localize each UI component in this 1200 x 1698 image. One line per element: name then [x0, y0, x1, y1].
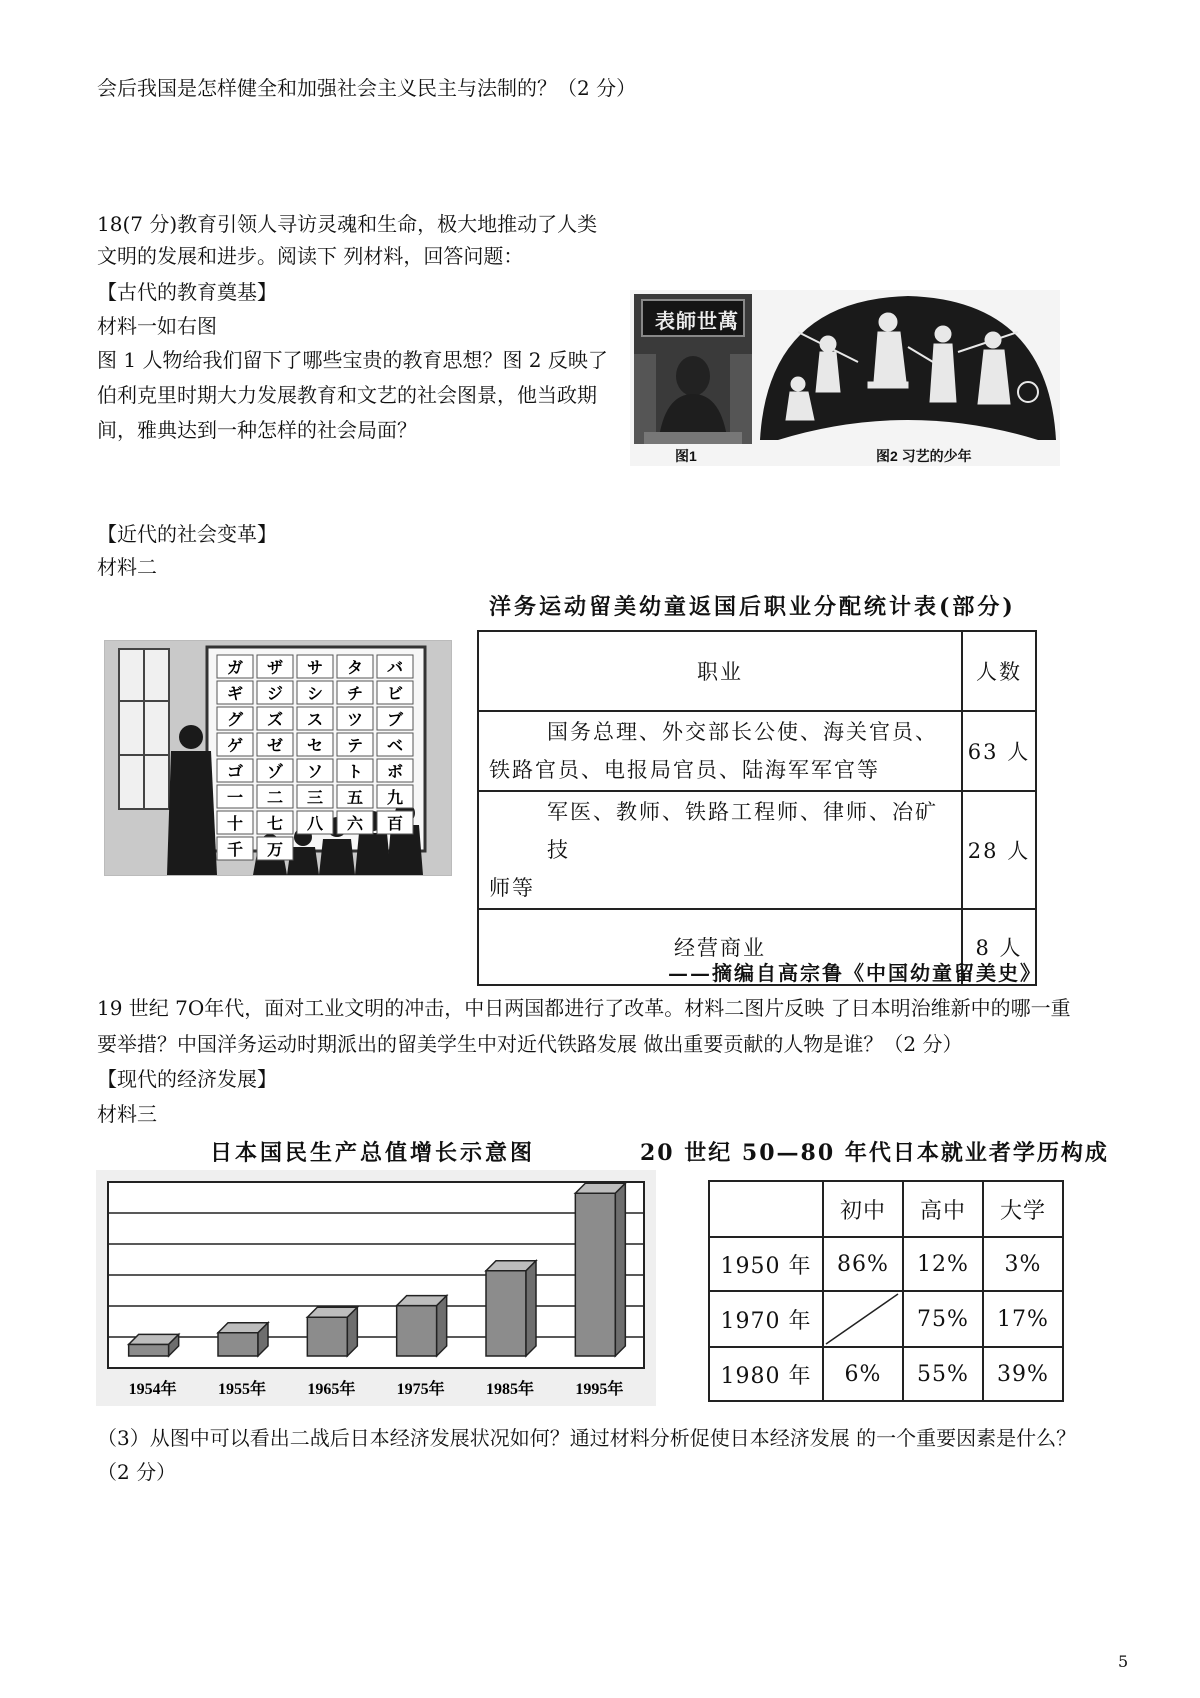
row3-line1: 经营商业 [478, 909, 962, 985]
section-ancient: 【古代的教育奠基】 [97, 280, 277, 304]
kana-char: 二 [266, 788, 284, 807]
table-row [478, 791, 1036, 909]
kana-char: 万 [266, 840, 284, 859]
x-tick-label: 1995年 [575, 1381, 624, 1398]
occupation-table-title: 洋务运动留美幼童返国后职业分配统计表(部分) [489, 594, 1016, 620]
bar [575, 1193, 615, 1356]
edu-year-1950: 1950 年 [709, 1237, 823, 1291]
edu-header-college: 大学 [983, 1181, 1063, 1237]
material-two: 材料二 [97, 555, 157, 579]
kana-char: ザ [266, 658, 284, 677]
education-table-wrapper [708, 1180, 1064, 1402]
kana-char: 十 [226, 814, 244, 833]
kana-char: 六 [346, 814, 364, 833]
edu-college-1980: 39% [983, 1347, 1063, 1401]
table-row [709, 1291, 1063, 1347]
edu-header-blank [709, 1181, 823, 1237]
edu-header-senior: 高中 [903, 1181, 983, 1237]
kana-char: ブ [386, 710, 404, 729]
occupation-table-wrapper [477, 630, 1037, 986]
kana-char: ギ [226, 684, 244, 703]
edu-college-1950: 3% [983, 1237, 1063, 1291]
q1-line2: 伯利克里时期大力发展教育和文艺的社会图景，他当政期 [97, 383, 597, 407]
figure-2-caption: 图2 习艺的少年 [876, 448, 972, 464]
kana-char: ガ [226, 658, 244, 677]
kana-char: ト [346, 762, 364, 781]
bar-side [437, 1296, 447, 1356]
table-row [709, 1237, 1063, 1291]
row1-count: 63 人 [962, 711, 1036, 791]
kana-char: テ [346, 736, 364, 755]
kana-char: ビ [386, 684, 404, 703]
bar [218, 1333, 258, 1356]
row3-count: 8 人 [962, 909, 1036, 985]
gnp-chart-title: 日本国民生产总值增长示意图 [210, 1140, 536, 1166]
x-tick-label: 1965年 [307, 1381, 356, 1398]
bar [397, 1306, 437, 1356]
kana-char: 七 [266, 814, 284, 833]
kana-char: 八 [306, 814, 324, 833]
kana-char: 一 [226, 788, 244, 807]
row1-line1: 国务总理、外交部长公使、海关官员、 [547, 720, 938, 744]
q2-line1: 19 世纪 7O年代，面对工业文明的冲击，中日两国都进行了改革。材料二图片反映 了日本明治维新中的哪一重 [97, 996, 1071, 1020]
kana-char: ス [306, 710, 324, 729]
kana-char: ソ [306, 762, 324, 781]
kana-char: ベ [386, 736, 404, 755]
table-row [709, 1347, 1063, 1401]
kana-char: ゾ [266, 762, 284, 781]
section-economy: 【现代的经济发展】 [97, 1067, 277, 1091]
material-one: 材料一如右图 [97, 314, 217, 338]
bar [486, 1271, 526, 1356]
occupation-table-source: ——摘编自高宗鲁《中国幼童留美史》 [668, 961, 1042, 985]
edu-junior-1980: 6% [823, 1347, 903, 1401]
plaque-text: 表師世萬 [655, 309, 739, 333]
kana-char: ボ [386, 762, 404, 781]
row1-line2: 铁路官员、电报局官员、陆海军军官等 [489, 758, 880, 782]
row2-line1: 军医、教师、铁路工程师、律师、冶矿技 [547, 800, 938, 862]
x-tick-label: 1985年 [485, 1381, 535, 1398]
greek-vase-painting-image [758, 292, 1058, 442]
row2-count: 28 人 [962, 791, 1036, 909]
edu-college-1970: 17% [983, 1291, 1063, 1347]
kana-char: ジ [266, 684, 284, 703]
edu-junior-1970-diagonal [823, 1291, 903, 1347]
edu-junior-1950: 86% [823, 1237, 903, 1291]
education-table [708, 1180, 1064, 1402]
table-row [478, 711, 1036, 791]
education-table-title: 20 世纪 50—80 年代日本就业者学历构成 [640, 1140, 1109, 1166]
x-tick-label: 1975年 [396, 1381, 445, 1398]
page-number: 5 [1118, 1652, 1129, 1671]
bar-side [615, 1183, 625, 1356]
q3-line1: （3）从图中可以看出二战后日本经济发展状况如何？通过材料分析促使日本经济发展 的一个重要因素是什么？ [97, 1426, 1077, 1450]
kana-char: グ [226, 710, 244, 729]
header-count: 人数 [962, 631, 1036, 711]
bar [307, 1317, 347, 1356]
gnp-chart [96, 1170, 656, 1406]
q2-line2: 要举措？中国洋务运动时期派出的留美学生中对近代铁路发展 做出重要贡献的人物是谁？（2 分） [97, 1032, 963, 1056]
kana-char: バ [386, 658, 404, 677]
x-tick-label: 1954年 [128, 1381, 177, 1398]
meiji-classroom-image [104, 640, 452, 876]
kana-char: 百 [386, 814, 404, 833]
kana-char: ツ [346, 710, 364, 729]
kana-char: ゼ [266, 736, 284, 755]
kana-char: セ [306, 736, 324, 755]
q18-line2: 文明的发展和进步。阅读下 列材料，回答问题： [97, 244, 524, 268]
edu-senior-1970: 75% [903, 1291, 983, 1347]
kana-char: サ [306, 658, 324, 677]
kana-char: 五 [346, 788, 364, 807]
occupation-table [477, 630, 1037, 986]
kana-char: チ [346, 684, 364, 703]
header-occupation: 职业 [478, 631, 962, 711]
x-tick-label: 1955年 [217, 1381, 267, 1398]
kana-char: タ [346, 658, 364, 677]
kana-char: ズ [266, 710, 284, 729]
edu-year-1980: 1980 年 [709, 1347, 823, 1401]
kana-char: 九 [386, 788, 404, 807]
figure-1-caption: 图1 [675, 448, 697, 464]
edu-header-junior: 初中 [823, 1181, 903, 1237]
kana-char: ゲ [226, 736, 244, 755]
edu-senior-1980: 55% [903, 1347, 983, 1401]
edu-year-1970: 1970 年 [709, 1291, 823, 1347]
kana-char: ゴ [226, 762, 244, 781]
q1-line3: 间，雅典达到一种怎样的社会局面？ [97, 418, 417, 442]
kana-char: シ [306, 684, 324, 703]
q18-line1: 18(7 分)教育引领人寻访灵魂和生命，极大地推动了人类 [97, 212, 598, 236]
q3-line2: （2 分） [97, 1460, 177, 1484]
prev-question-tail: 会后我国是怎样健全和加强社会主义民主与法制的？（2 分） [97, 76, 637, 100]
kana-char: 千 [226, 840, 244, 859]
section-modern-reform: 【近代的社会变革】 [97, 522, 277, 546]
bar-side [526, 1261, 536, 1356]
material-three: 材料三 [97, 1102, 157, 1126]
gnp-chart-svg [96, 1170, 656, 1406]
figure-1-2-group [630, 290, 1060, 466]
edu-senior-1950: 12% [903, 1237, 983, 1291]
kana-char: 三 [306, 788, 324, 807]
bar [129, 1344, 169, 1356]
q1-line1: 图 1 人物给我们留下了哪些宝贵的教育思想？图 2 反映了 [97, 348, 608, 372]
row2-line2: 师等 [489, 876, 535, 900]
